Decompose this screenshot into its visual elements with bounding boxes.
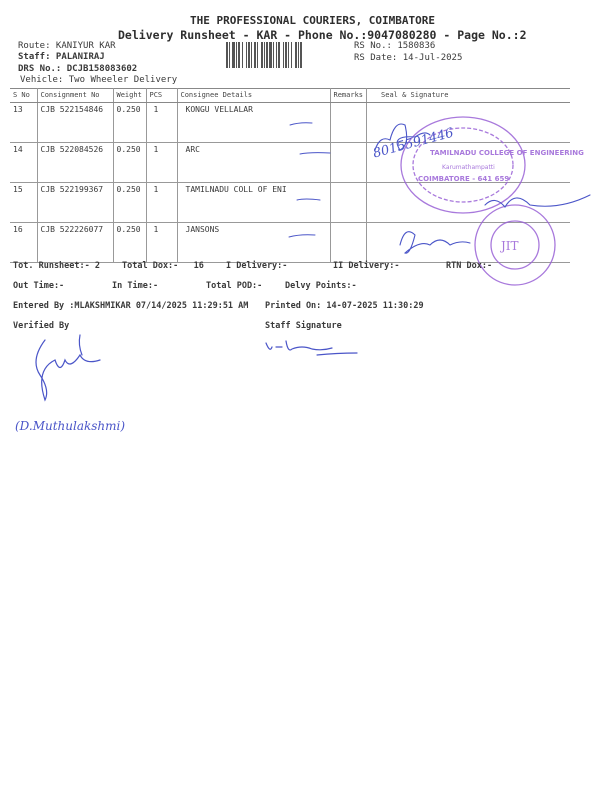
drs-number: DRS No.: DCJB158083602 xyxy=(18,64,138,74)
i-delivery: I Delivery:- xyxy=(226,261,288,271)
cell-pcs: 1 xyxy=(146,183,177,223)
cell-consignee: TAMILNADU COLL OF ENI xyxy=(177,183,330,223)
in-time: In Time:- xyxy=(112,281,159,291)
stamp-center-text: JIT xyxy=(501,239,519,253)
total-dox: Total Dox:- 16 xyxy=(122,261,204,271)
cell-consignment: CJB 522226077 xyxy=(37,223,113,263)
cell-weight: 0.250 xyxy=(113,103,146,143)
tick-mark xyxy=(300,153,330,154)
verified-by-label: Verified By xyxy=(13,321,70,331)
signature-receiver-3 xyxy=(485,195,590,207)
signature-receiver-2 xyxy=(400,232,470,254)
col-consignee: Consignee Details xyxy=(177,89,330,103)
cell-consignment: CJB 522199367 xyxy=(37,183,113,223)
rs-date: RS Date: 14-Jul-2025 xyxy=(354,53,463,63)
tick-mark xyxy=(297,199,320,200)
vehicle-label: Vehicle: Two Wheeler Delivery xyxy=(20,75,178,85)
cell-sno: 15 xyxy=(10,183,37,223)
cell-pcs: 1 xyxy=(146,143,177,183)
tot-runsheet: Tot. Runsheet:- 2 xyxy=(13,261,100,271)
delvy-points: Delvy Points:- xyxy=(285,281,357,291)
staff-signature-label: Staff Signature xyxy=(265,321,342,331)
rs-number: RS No.: 1580836 xyxy=(354,41,436,51)
col-consignment: Consignment No xyxy=(37,89,113,103)
out-time: Out Time:- xyxy=(13,281,65,291)
entered-by: Entered By :MLAKSHMIKAR 07/14/2025 11:29:51 AM xyxy=(13,301,249,311)
runsheet-subtitle: Delivery Runsheet - KAR - Phone No.:9047080280 - Page No.:2 xyxy=(118,28,527,42)
cell-weight: 0.250 xyxy=(113,223,146,263)
cell-pcs: 1 xyxy=(146,103,177,143)
col-seal: Seal & Signature xyxy=(367,89,570,103)
cell-consignment: CJB 522154846 xyxy=(37,103,113,143)
tick-mark xyxy=(290,123,312,125)
cell-consignee: KONGU VELLALAR xyxy=(177,103,330,143)
cell-consignee: JANSONS xyxy=(177,223,330,263)
total-pod: Total POD:- xyxy=(206,281,263,291)
cell-consignment: CJB 522084526 xyxy=(37,143,113,183)
col-weight: Weight xyxy=(113,89,146,103)
col-sno: S No xyxy=(10,89,37,103)
col-pcs: PCS xyxy=(146,89,177,103)
stamp-text: Karumathampatti xyxy=(442,164,495,171)
cell-weight: 0.250 xyxy=(113,183,146,223)
stamp-text: COIMBATORE - 641 659 xyxy=(418,175,510,183)
cell-sno: 13 xyxy=(10,103,37,143)
rtn-dox: RTN Dox:- xyxy=(446,261,493,271)
stamp-jansons-institute xyxy=(475,205,555,285)
cell-sno: 14 xyxy=(10,143,37,183)
cell-sno: 16 xyxy=(10,223,37,263)
cell-weight: 0.250 xyxy=(113,143,146,183)
cell-consignee: ARC xyxy=(177,143,330,183)
verifier-name: (D.Muthulakshmi) xyxy=(15,419,126,433)
tick-mark xyxy=(289,235,315,237)
stamp-text: TAMILNADU COLLEGE OF ENGINEERING xyxy=(430,149,584,157)
handwritten-phone: 8015591446 xyxy=(371,125,456,162)
company-title: THE PROFESSIONAL COURIERS, COIMBATORE xyxy=(190,14,436,27)
printed-on: Printed On: 14-07-2025 11:30:29 xyxy=(265,301,424,311)
verifier-signature xyxy=(10,330,190,450)
staff-label: Staff: PALANIRAJ xyxy=(18,52,105,62)
cell-pcs: 1 xyxy=(146,223,177,263)
ii-delivery: II Delivery:- xyxy=(333,261,400,271)
route-label: Route: KANIYUR KAR xyxy=(18,41,116,51)
col-remarks: Remarks xyxy=(330,89,367,103)
staff-signature xyxy=(262,335,372,365)
